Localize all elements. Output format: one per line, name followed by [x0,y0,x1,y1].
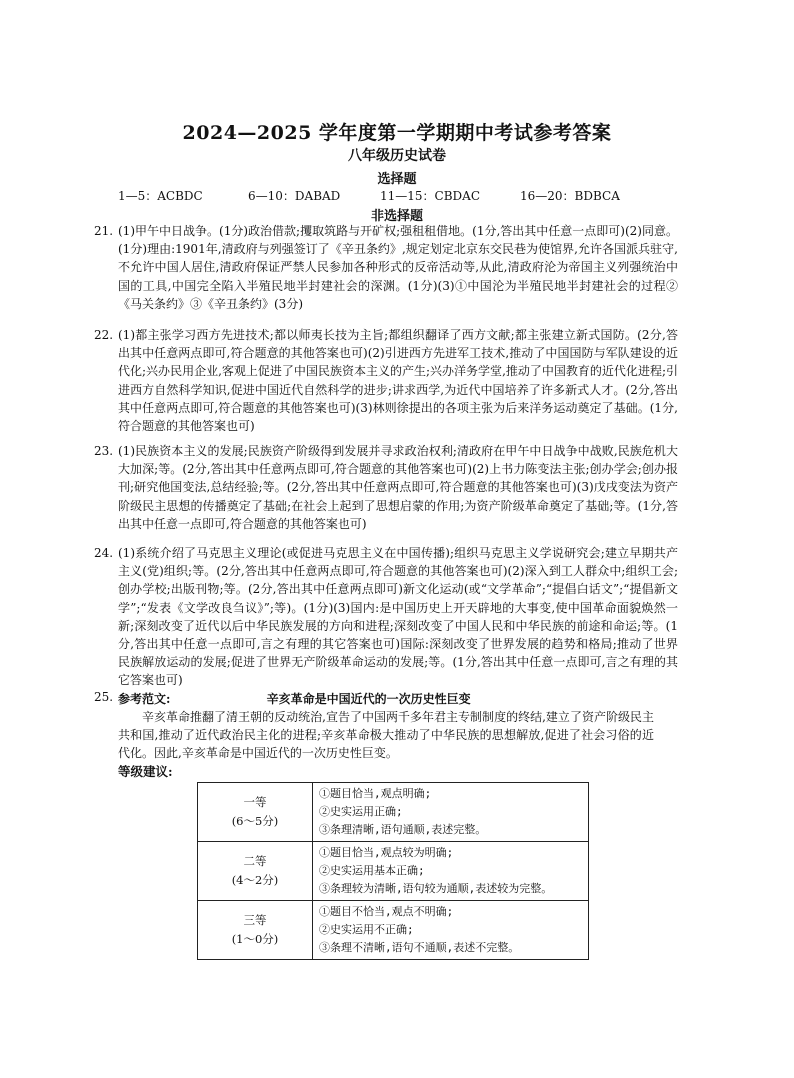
page-title: 2024—2025 学年度第一学期期中考试参考答案 [182,122,612,144]
grade-criterion: ①题目不恰当,观点不明确; [319,905,454,918]
grade-score-range: (6～5分) [231,814,279,828]
grade-criteria-cell [313,783,589,842]
grade-criterion: ①题目恰当,观点较为明确; [319,846,454,859]
question-24-answer [94,544,678,690]
grade-criterion: ③条理较为清晰,语句较为通顺,表述较为完整。 [319,882,553,895]
grading-table [197,782,589,960]
grade-score-range: (4～2分) [231,873,279,887]
question-22-answer [94,326,678,435]
question-number: 22. [94,328,114,342]
answer-text: (1)甲午中日战争。(1分)政治借款;攫取筑路与开矿权;强租租借地。(1分,答出其中任意一点即可)(2)同意。(1分)理由:1901年,清政府与列强签订了《辛丑条约》,规定划定北京东交民巷为使馆界,允许各国派兵驻守,不允许中国人居住,清政府保证严禁人民参加各种形式的反帝活动等,从此,清政府沦为帝国主义列强统治中国的工具,中国完全陷入半殖民地半封建社会的深渊。(1分)(3)①中国沦为半殖民地半封建社会的过程②《马关条约》③《辛丑条约》(3分) [118,224,678,311]
grade-criterion: ②史实运用正确; [319,805,403,818]
grade-criterion: ①题目恰当,观点明确; [319,787,432,800]
choice-answer-group: 6—10：DABAD [248,189,341,203]
model-essay-topic: 辛亥革命是中国近代的一次历史性巨变 [266,692,471,706]
question-number: 24. [94,546,114,560]
choice-answer-group: 11—15：CBDAC [380,189,481,203]
question-21-answer [94,222,678,313]
grade-level-cell [198,901,313,960]
model-essay-body: 辛亥革命推翻了清王朝的反动统治,宣告了中国两千多年君主专制制度的终结,建立了资产阶级民主共和国,推动了近代政治民主化的进程;辛亥革命极大推动了中华民族的思想解放,促进了社会习俗的近代化。因此,辛亥革命是中国近代的一次历史性巨变。 [118,710,654,761]
grade-row [198,901,589,960]
grade-criterion: ③条理不清晰,语句不通顺,表述不完整。 [319,941,520,954]
choice-answer-group: 1—5：ACBDC [118,189,203,203]
grade-level: 三等 [243,913,267,927]
question-number: 21. [94,224,114,238]
section-heading-nonchoice: 非选择题 [370,209,423,224]
answer-text: (1)民族资本主义的发展;民族资产阶级得到发展并寻求政治权利;清政府在甲午中日战争中战败,民族危机大大加深;等。(2分,答出其中任意两点即可,符合题意的其他答案也可)(2)上书力陈变法主张;创办学会;创办报刊;研究他国变法,总结经验;等。(2分,答出其中任意两点即可,符合题意的其他答案也可)(3)戊戌变法为资产阶级民主思想的传播奠定了基础;在社会上起到了思想启蒙的作用;为资产阶级革命奠定了基础;等。(1分,答出其中任意一点即可,符合题意的其他答案也可) [118,444,678,531]
choice-answer-group: 16—20：BDBCA [520,189,620,203]
grade-level-cell [198,783,313,842]
model-essay-label: 参考范文: [118,692,171,706]
page-subtitle: 八年级历史试卷 [348,148,446,164]
answer-text: (1)都主张学习西方先进技术;都以师夷长技为主旨;都组织翻译了西方文献;都主张建立新式国防。(2分,答出其中任意两点即可,符合题意的其他答案也可)(2)引进西方先进军工技术,推动了中国国防与军队建设的近代化;兴办民用企业,客观上促进了中国民族资本主义的产生;兴办洋务学堂,推动了中国教育的近代化进程;引进西方自然科学知识,促进中国近代自然科学的进步;讲求西学,为近代中国培养了许多新式人才。(2分,答出其中任意两点即可,符合题意的其他答案也可)(3)林则徐提出的各项主张为后来洋务运动奠定了基础。(1分,符合题意的其他答案也可) [118,328,678,434]
grade-level-cell [198,842,313,901]
grade-criteria-cell [313,842,589,901]
grade-score-range: (1～0分) [231,932,279,946]
grade-criterion: ③条理清晰,语句通顺,表述完整。 [319,823,487,836]
question-23-answer [94,442,678,533]
grade-criteria-cell [313,901,589,960]
question-25-heading [94,690,678,707]
grade-suggestion-label: 等级建议: [118,764,173,779]
grade-level: 二等 [243,854,267,868]
choice-answers-row [118,187,718,204]
grade-row [198,783,589,842]
grade-criterion: ②史实运用不正确; [319,923,414,936]
answer-text: (1)系统介绍了马克思主义理论(或促进马克思主义在中国传播);组织马克思主义学说研究会;建立早期共产主义(党)组织;等。(2分,答出其中任意两点即可,符合题意的其他答案也可)(2)深入到工人群众中;组织工会;创办学校;出版刊物;等。(2分,答出其中任意两点即可)新文化运动(或“文学革命”;“提倡白话文”;“提倡新文学”;“发表《文学改良刍议》”;等)。(1分)(3)国内:是中国历史上开天辟地的大事变,使中国革命面貌焕然一新;深刻改变了近代以后中华民族发展的方向和进程;深刻改变了中国人民和中华民族的前途和命运;等。(1分,答出其中任意一点即可,言之有理的其它答案也可)国际:深刻改变了世界发展的趋势和格局;推动了世界民族解放运动的发展;促进了世界无产阶级革命运动的发展;等。(1分,答出其中任意一点即可,言之有理的其它答案也可) [118,546,678,688]
section-heading-choice: 选择题 [377,172,417,187]
grade-row [198,842,589,901]
grade-criterion: ②史实运用基本正确; [319,864,425,877]
question-number: 25. [94,690,114,704]
question-number: 23. [94,444,114,458]
grade-level: 一等 [243,795,267,809]
